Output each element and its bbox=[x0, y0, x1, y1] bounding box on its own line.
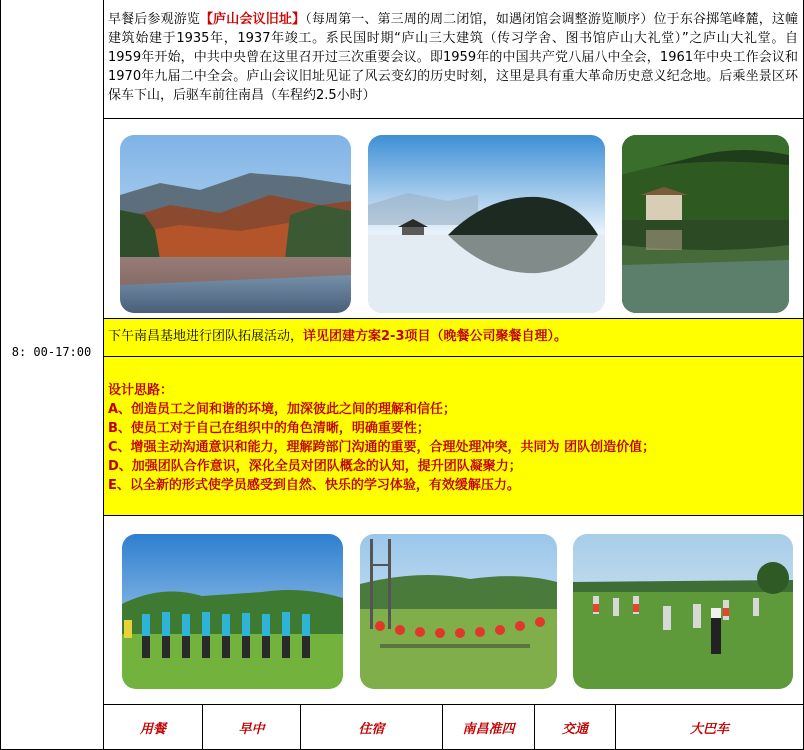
design-item-b: B、使员工对于自己在组织中的角色清晰，明确重要性； bbox=[108, 421, 430, 436]
morning-text-1: 早餐后参观游览 bbox=[108, 12, 201, 27]
design-ideas-row bbox=[104, 357, 803, 515]
design-item-e: E、以全新的形式使学员感受到自然、快乐的学习体验，有效缓解压力。 bbox=[108, 478, 520, 493]
morning-description bbox=[108, 10, 798, 105]
time-range: 8: 00-17:00 bbox=[11, 345, 92, 359]
meal-label: 用餐 bbox=[139, 721, 166, 737]
photo-lushan-pavilion-mist bbox=[368, 135, 605, 313]
design-item-d: D、加强团队合作意识，深化全员对团队概念的认知，提升团队凝聚力； bbox=[108, 459, 522, 474]
photo-lushan-lake-autumn bbox=[120, 135, 351, 313]
design-title: 设计思路： bbox=[108, 383, 174, 398]
afternoon-text-1: 下午南昌基地进行团队拓展活动， bbox=[108, 329, 304, 344]
lushan-site-highlight: 【庐山会议旧址】 bbox=[200, 12, 306, 27]
design-item-a: A、创造员工之间和谐的环境，加深彼此之间的理解和信任； bbox=[108, 402, 457, 417]
transport-label: 交通 bbox=[561, 721, 588, 737]
meal-value: 早中 bbox=[238, 721, 265, 737]
stay-value: 南昌准四 bbox=[462, 721, 515, 737]
afternoon-text bbox=[104, 319, 803, 347]
morning-text-2: （每周第一、第三周的周二闭馆，如遇闭馆会调整游览顺序）位于东谷掷笔峰麓，这幢建筑始建于1935年，1937年竣工。系民国时期“庐山三大建筑（传习学舍、图书馆庐山大礼堂）”之庐山大礼堂。自1959年开始，中共中央曾在这里召开过三次重要会议。即1959年的中国共产党八届八中全会，1961年中央工作会议和1970年九届二中全会。庐山会议旧址见证了风云变幻的历史时刻，这里是具有重大革命历史意义纪念地。后乘坐景区环保车下山，后驱车前往南昌（车程约2.5小时） bbox=[108, 12, 798, 103]
transport-value: 大巴车 bbox=[689, 721, 729, 737]
design-ideas bbox=[104, 357, 803, 495]
photo-lushan-lake-reflection bbox=[622, 135, 789, 313]
photo-team-field-exercise bbox=[573, 534, 793, 689]
photo-team-circle bbox=[360, 534, 557, 689]
afternoon-text-2: 详见团建方案2-3项目（晚餐公司聚餐自理）。 bbox=[303, 329, 568, 344]
stay-label: 住宿 bbox=[358, 721, 385, 737]
afternoon-row bbox=[104, 319, 803, 356]
photo-team-hands-up bbox=[122, 534, 343, 689]
design-item-c: C、增强主动沟通意识和能力，理解跨部门沟通的重要，合理处理冲突，共同为 团队创造价值； bbox=[108, 440, 656, 455]
